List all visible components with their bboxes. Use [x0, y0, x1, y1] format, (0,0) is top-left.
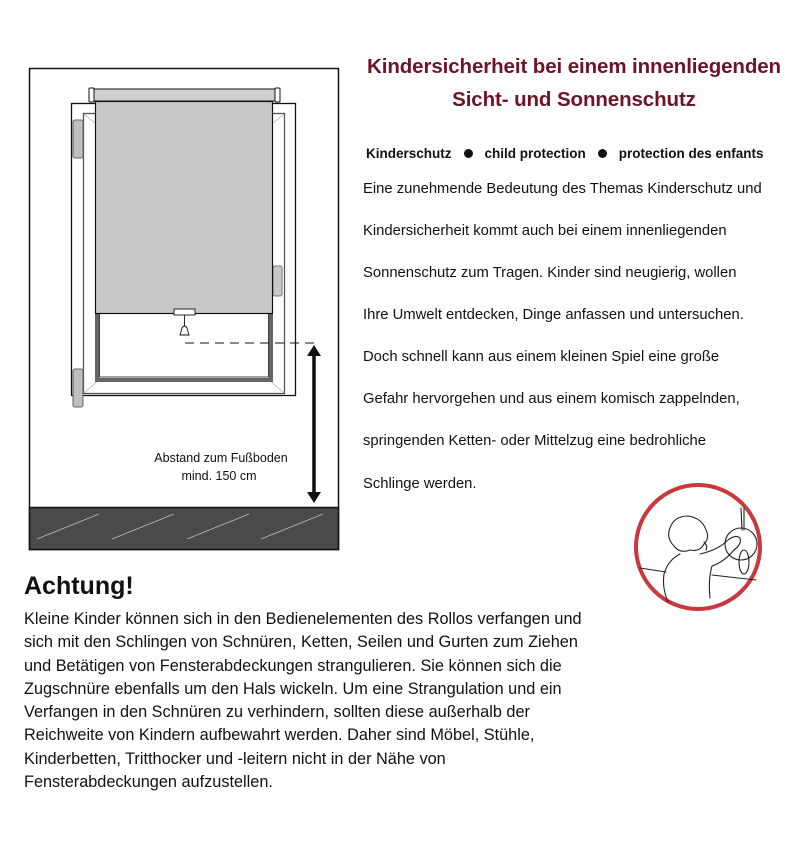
intro-line: Ihre Umwelt entdecken, Dinge anfassen und untersuchen.: [363, 307, 744, 323]
intro-line: springenden Ketten- oder Mittelzug eine bedrohliche: [363, 433, 707, 449]
hinge-bottom: [73, 369, 83, 407]
tagline-french: protection des enfants: [618, 146, 764, 161]
warning-body: [24, 608, 624, 794]
window-handle: [273, 266, 282, 296]
warning-line: Kinderbetten, Tritthocker und -leitern nicht in der Nähe von: [24, 749, 446, 768]
warning-line: Zugschnüre ebenfalls um den Hals wickeln. Um eine Strangulation und ein: [24, 679, 562, 698]
tagline-english: child protection: [484, 146, 586, 161]
warning-heading: Achtung!: [24, 572, 134, 600]
warning-line: Kleine Kinder können sich in den Bedienelementen des Rollos verfangen und: [24, 610, 582, 628]
floor: [30, 508, 339, 550]
child-strangulation-warning-icon: [628, 480, 768, 615]
hinge-top: [73, 120, 83, 158]
roller-tube: [92, 89, 277, 101]
intro-line: Doch schnell kann aus einem kleinen Spiel eine große: [363, 349, 720, 365]
warning-line: und Betätigen von Fensterabdeckungen strangulieren. Sie können sich die: [24, 656, 562, 675]
window-blind-diagram: [0, 0, 350, 560]
intro-line: Sonnenschutz zum Tragen. Kinder sind neugierig, wollen: [363, 265, 737, 281]
warning-line: Verfangen in den Schnüren zu verhindern, sollten diese außerhalb der: [24, 703, 530, 722]
distance-label-line1: Abstand zum Fußboden: [154, 451, 288, 465]
distance-label-line2: mind. 150 cm: [181, 469, 257, 483]
tagline: [366, 146, 764, 161]
bullet-icon: [464, 149, 473, 158]
bullet-icon: [598, 149, 607, 158]
intro-line: Kindersicherheit kommt auch bei einem innenliegenden: [363, 223, 727, 239]
warning-line: Reichweite von Kindern aufbewahrt werden. Daher sind Möbel, Stühle,: [24, 726, 535, 745]
page-title-line2: Sicht- und Sonnenschutz: [452, 88, 696, 111]
intro-line: Schlinge werden.: [363, 476, 477, 492]
blind-fabric: [96, 102, 273, 314]
blind-pull-handle: [174, 309, 195, 315]
page-title-line1: Kindersicherheit bei einem innenliegenden: [367, 55, 781, 78]
warning-line: Fensterabdeckungen aufzustellen.: [24, 773, 273, 792]
intro-line: Eine zunehmende Bedeutung des Themas Kinderschutz und: [363, 181, 762, 197]
intro-line: Gefahr hervorgehen und aus einem komisch zappelnden,: [363, 391, 740, 407]
tagline-german: Kinderschutz: [366, 146, 452, 161]
warning-line: sich mit den Schlingen von Schnüren, Ketten, Seilen und Gurten zum Ziehen: [24, 633, 578, 652]
